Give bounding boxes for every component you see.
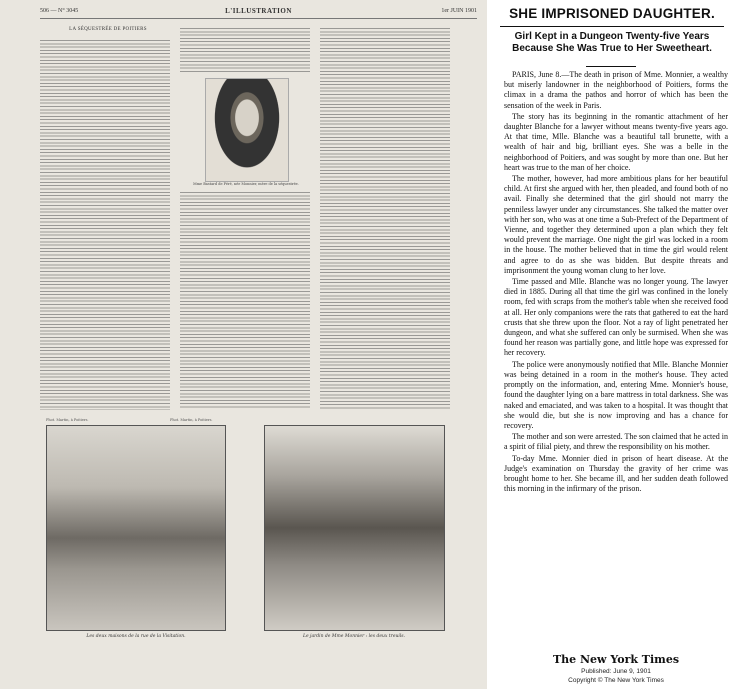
magazine-page-number: 506 — N° 3045: [40, 8, 79, 14]
newspaper-clipping: [496, 0, 735, 689]
portrait-photo: [205, 78, 289, 182]
deck-subheadline: Girl Kept in a Dungeon Twenty-five Years Because She Was True to Her Sweetheart.: [512, 31, 712, 54]
deck-rule: [586, 66, 636, 67]
street-photo: [46, 425, 226, 631]
magazine-header: [40, 6, 477, 19]
text-column-3: [320, 28, 450, 410]
paragraph: The story has its beginning in the romantic attachment of her daughter Blanche for a lawyer without means twenty-five years ago. At that time, Mlle. Blanche was a beautiful tall brunette, with a wealth of hair and big, brilliant eyes. She was a belle in the neighborhood of Poitiers, and was sought by more than one. But her heart was true to the man of her choice.: [504, 111, 728, 172]
article-body: [504, 70, 728, 495]
photo-credit-right: Phot. Martin, à Poitiers.: [170, 418, 213, 422]
paragraph: To-day Mme. Monnier died in prison of heart disease. At the Judge's examination on Thursday the gravity of her crime was brought home to her. She became ill, and her sudden death followed this morning in the infirmary of the prison.: [504, 453, 728, 494]
headline-rule: [500, 26, 724, 27]
paragraph: Time passed and Mlle. Blanche was no longer young. The lawyer died in 1885. During all that time the girl was confined in the lonely room, fed with scraps from the mother's table when she received food at all. Her only companions were the rats that gathered to eat the hard crusts that she threw upon the floor. Not a ray of light penetrated her dungeon, and what she suffered can only be surmised. When she was found her reason was partially gone, and little hope was expressed for her recovery.: [504, 277, 728, 358]
text-column-2-bottom: [180, 192, 310, 410]
article-title: LA SÉQUESTRÉE DE POITIERS: [69, 27, 147, 32]
photo-caption-left: Les deux maisons de la rue de la Visitation.: [86, 634, 186, 639]
portrait-caption: Mme Bastard de Péré, née Monnier, mère de la séquestrée.: [193, 182, 299, 186]
photo-caption-right: Le jardin de Mme Monnier : les deux treuils.: [302, 634, 406, 639]
copyright-notice: Copyright © The New York Times: [568, 677, 664, 684]
garden-photo: [264, 425, 445, 631]
paragraph: The police were anonymously notified that Mlle. Blanche Monnier was being detained in a room in the mother's house. They acted promptly on the information, and, entering Mme. Monnier's house, found the daughter lying on a bare mattress in total darkness. She was naked and emaciated, and was taken to a hospital. It was thought that she would die, but she is now improving and has a chance for recovery.: [504, 359, 728, 430]
published-date: Published: June 9, 1901: [581, 668, 651, 675]
magazine-date: 1er JUIN 1901: [441, 8, 477, 14]
text-column-2-top: [180, 28, 310, 72]
text-column-1: [40, 40, 170, 410]
headline: SHE IMPRISONED DAUGHTER.: [509, 6, 715, 21]
paragraph: PARIS, June 8.—The death in prison of Mme. Monnier, a wealthy but miserly landowner in the neighborhood of Poitiers, forms the climax in a drama the pathos and horror of which has been the sensation of the week in Paris.: [504, 70, 728, 110]
paragraph: The mother and son were arrested. The son claimed that he acted in a spirit of filial piety, and threw the responsibility on his mother.: [504, 432, 728, 452]
magazine-masthead: L'ILLUSTRATION: [225, 7, 292, 15]
photo-credit-left: Phot. Martin, à Poitiers.: [46, 418, 89, 422]
nyt-logo: The New York Times: [552, 653, 680, 666]
paragraph: The mother, however, had more ambitious plans for her beautiful child. At first she argued with her, then pleaded, and found both of no avail. Finally she determined that the girl should not marry the penniless lawyer under any circumstances. She talked the matter over with her son, who was at one time a Sub-Prefect of the Department of Vienne, and together they determined upon a plan which they felt would prevent the marriage. One night the girl was locked in a room in the house. The mother believed that in time the girl would relent and agree to do as she was bidden. But despite threats and imprisonment the young woman clung to her love.: [504, 174, 728, 275]
